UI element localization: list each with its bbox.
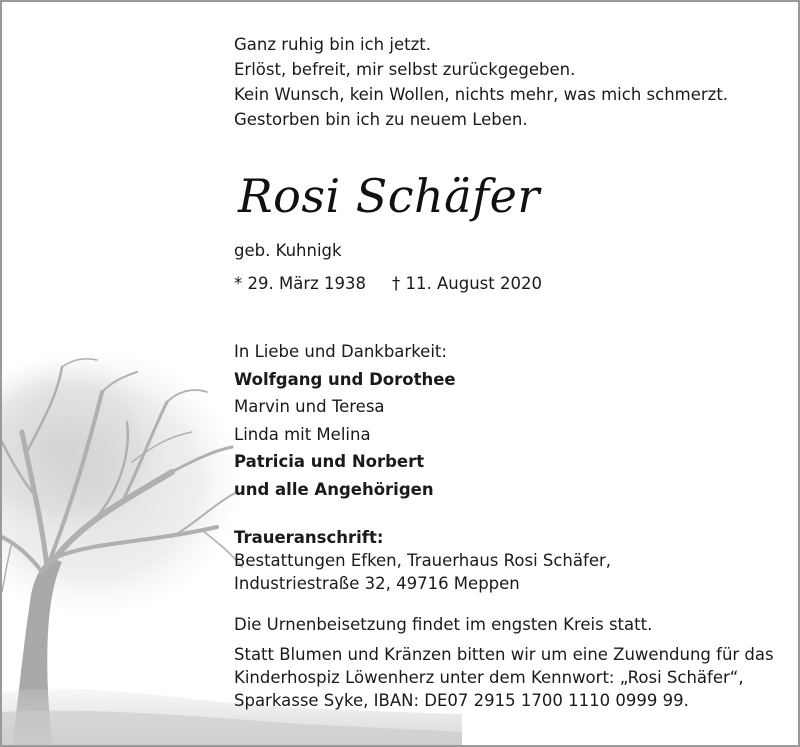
birth-name: geb. Kuhnigk	[234, 241, 342, 260]
family-intro: In Liebe und Dankbarkeit:	[234, 342, 447, 361]
mourning-address	[234, 526, 794, 595]
address-heading: Traueranschrift:	[234, 528, 384, 547]
address-line: Industriestraße 32, 49716 Meppen	[234, 574, 520, 593]
address-line: Bestattungen Efken, Trauerhaus Rosi Schäfer,	[234, 551, 611, 570]
family-member: Wolfgang und Dorothee	[234, 369, 456, 389]
family-member: und alle Angehörigen	[234, 479, 434, 499]
death-date: † 11. August 2020	[392, 274, 542, 293]
donation-line: Kinderhospiz Löwenherz unter dem Kennwort: „Rosi Schäfer“,	[234, 668, 744, 687]
donation-line: Statt Blumen und Kränzen bitten wir um eine Zuwendung für das	[234, 645, 774, 664]
family-list	[234, 338, 794, 503]
poem	[234, 32, 794, 132]
donation-note	[234, 643, 794, 712]
life-dates	[234, 271, 794, 296]
family-member: Patricia und Norbert	[234, 452, 425, 471]
donation-line: Sparkasse Syke, IBAN: DE07 2915 1700 1110 0999 99.	[234, 691, 689, 710]
burial-note: Die Urnenbeisetzung findet im engsten Kreis statt.	[234, 615, 653, 634]
poem-line: Kein Wunsch, kein Wollen, nichts mehr, was mich schmerzt.	[234, 85, 729, 104]
deceased-name: Rosi Schäfer	[238, 169, 540, 223]
poem-line: Erlöst, befreit, mir selbst zurückgegeben.	[234, 60, 576, 79]
poem-line: Gestorben bin ich zu neuem Leben.	[234, 110, 528, 129]
poem-line: Ganz ruhig bin ich jetzt.	[234, 35, 431, 54]
family-member: Marvin und Teresa	[234, 397, 385, 416]
obituary-text	[234, 32, 794, 712]
family-member: Linda mit Melina	[234, 424, 371, 444]
birth-date: * 29. März 1938	[234, 274, 367, 293]
